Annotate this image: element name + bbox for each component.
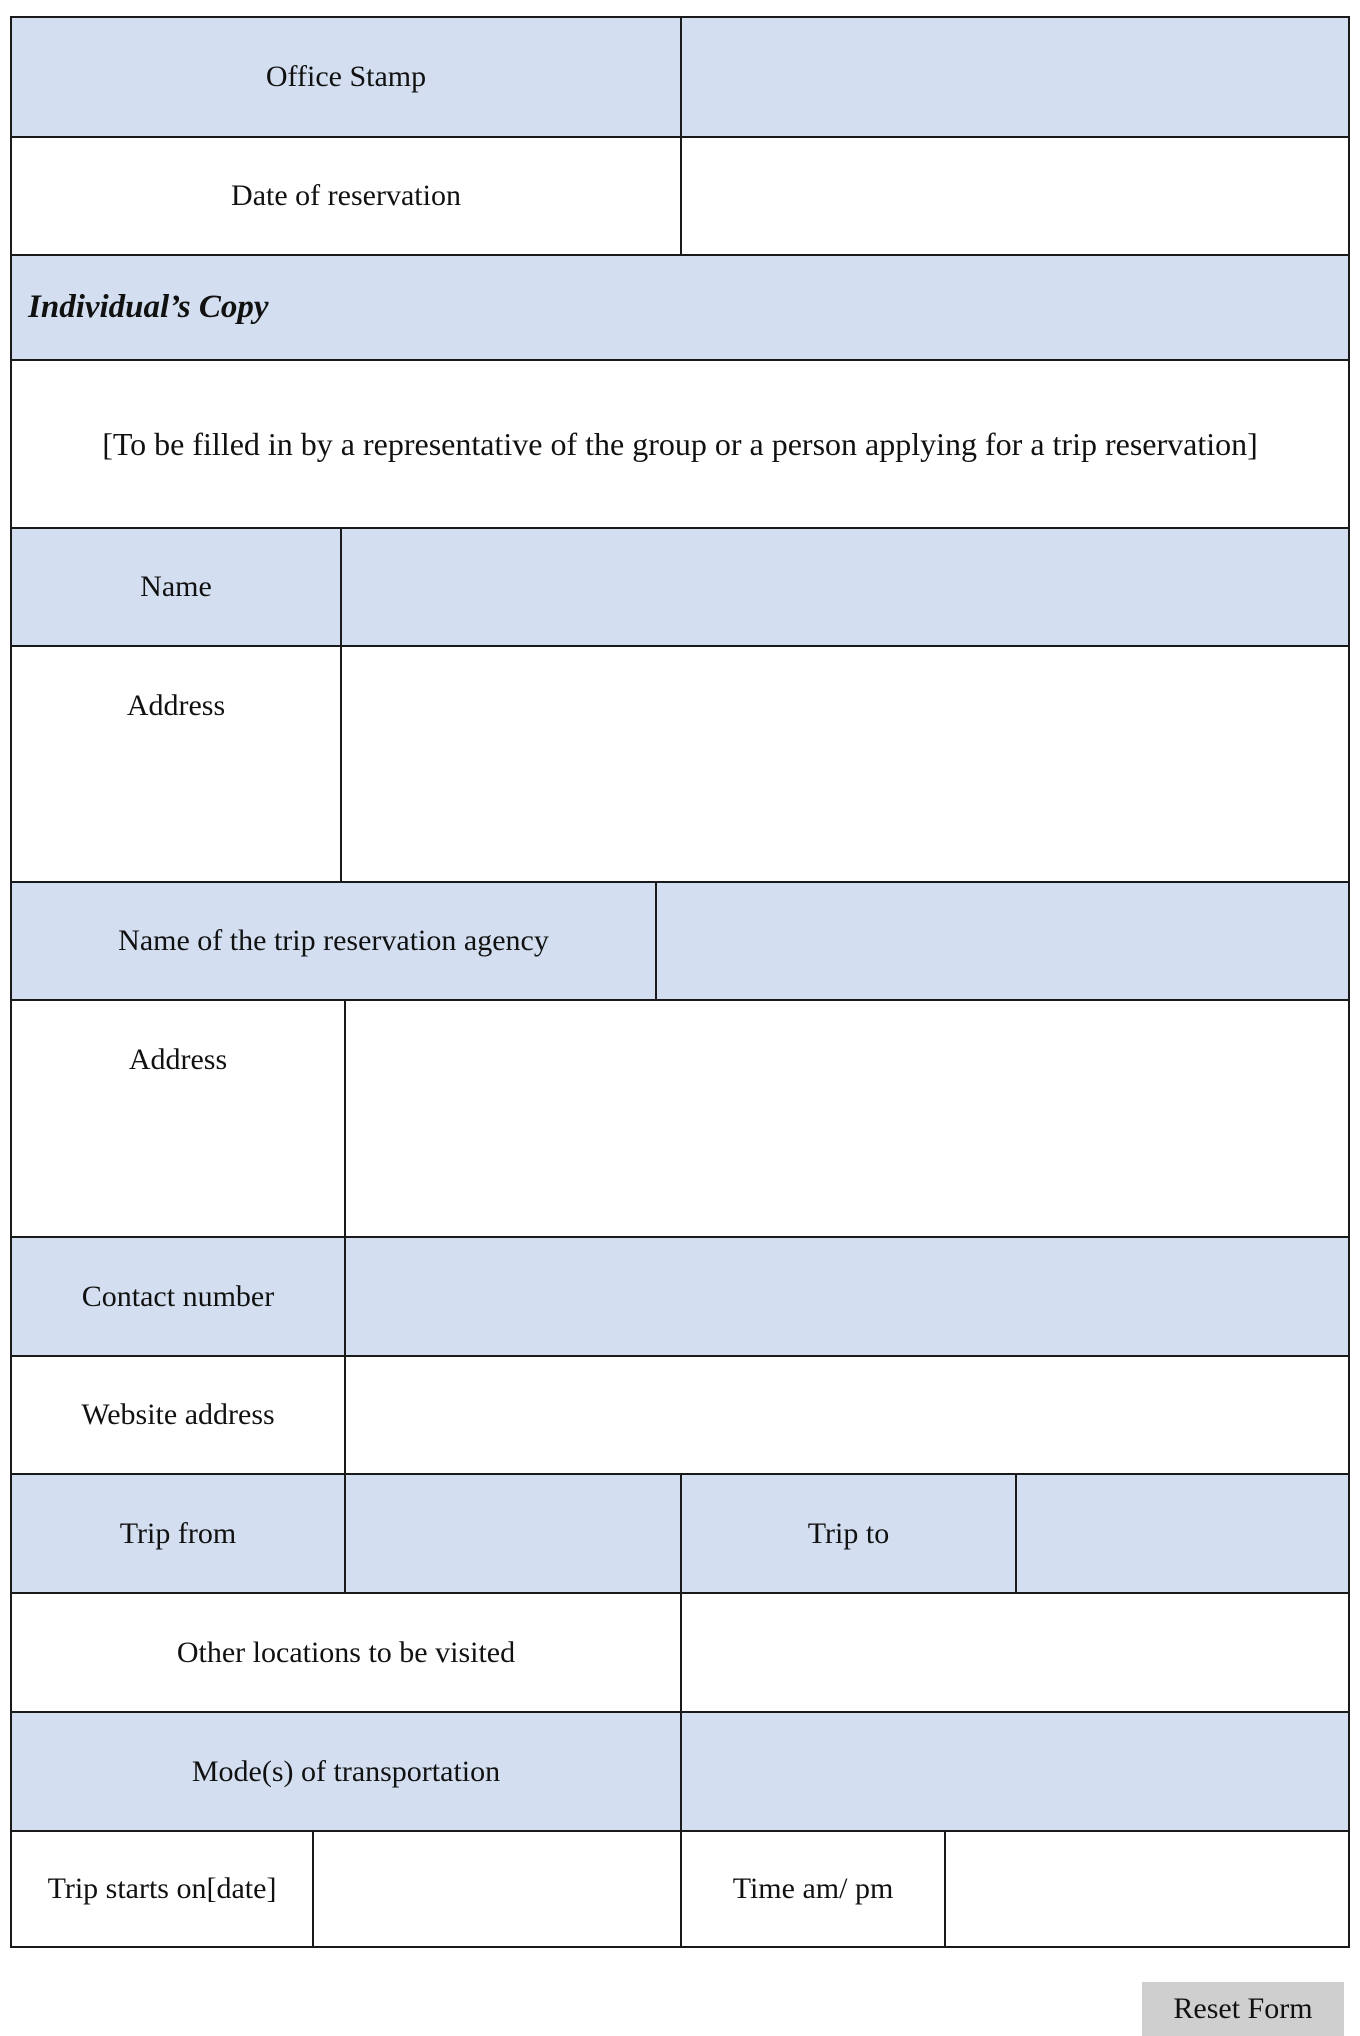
agency-address-field[interactable]: [346, 1001, 1348, 1238]
website-address-field[interactable]: [346, 1357, 1348, 1475]
trip-from-field[interactable]: [346, 1475, 682, 1594]
date-of-reservation-label: Date of reservation: [12, 138, 682, 256]
instruction-note: [To be filled in by a representative of the group or a person applying for a trip reservation]: [12, 361, 1348, 529]
date-of-reservation-field[interactable]: [682, 138, 1348, 256]
trip-from-label: Trip from: [12, 1475, 346, 1594]
website-address-label: Website address: [12, 1357, 346, 1475]
other-locations-field[interactable]: [682, 1594, 1348, 1713]
agency-name-label: Name of the trip reservation agency: [12, 883, 657, 1001]
trip-starts-on-field[interactable]: [314, 1832, 682, 1946]
trip-starts-on-label: Trip starts on[date]: [12, 1832, 314, 1946]
other-locations-label: Other locations to be visited: [12, 1594, 682, 1713]
address-label: Address: [12, 647, 342, 883]
contact-number-label: Contact number: [12, 1238, 346, 1357]
time-am-pm-label: Time am/ pm: [682, 1832, 946, 1946]
trip-to-label: Trip to: [682, 1475, 1017, 1594]
office-stamp-label: Office Stamp: [12, 18, 682, 138]
trip-reservation-form: [10, 16, 1350, 1948]
time-am-pm-field[interactable]: [946, 1832, 1348, 1946]
office-stamp-field[interactable]: [682, 18, 1348, 138]
modes-of-transportation-field[interactable]: [682, 1713, 1348, 1832]
contact-number-field[interactable]: [346, 1238, 1348, 1357]
agency-address-label: Address: [12, 1001, 346, 1238]
section-title: Individual’s Copy: [12, 256, 1348, 361]
trip-to-field[interactable]: [1017, 1475, 1348, 1594]
modes-of-transportation-label: Mode(s) of transportation: [12, 1713, 682, 1832]
name-label: Name: [12, 529, 342, 647]
reset-form-button[interactable]: Reset Form: [1142, 1982, 1344, 2036]
name-field[interactable]: [342, 529, 1348, 647]
address-field[interactable]: [342, 647, 1348, 883]
agency-name-field[interactable]: [657, 883, 1348, 1001]
